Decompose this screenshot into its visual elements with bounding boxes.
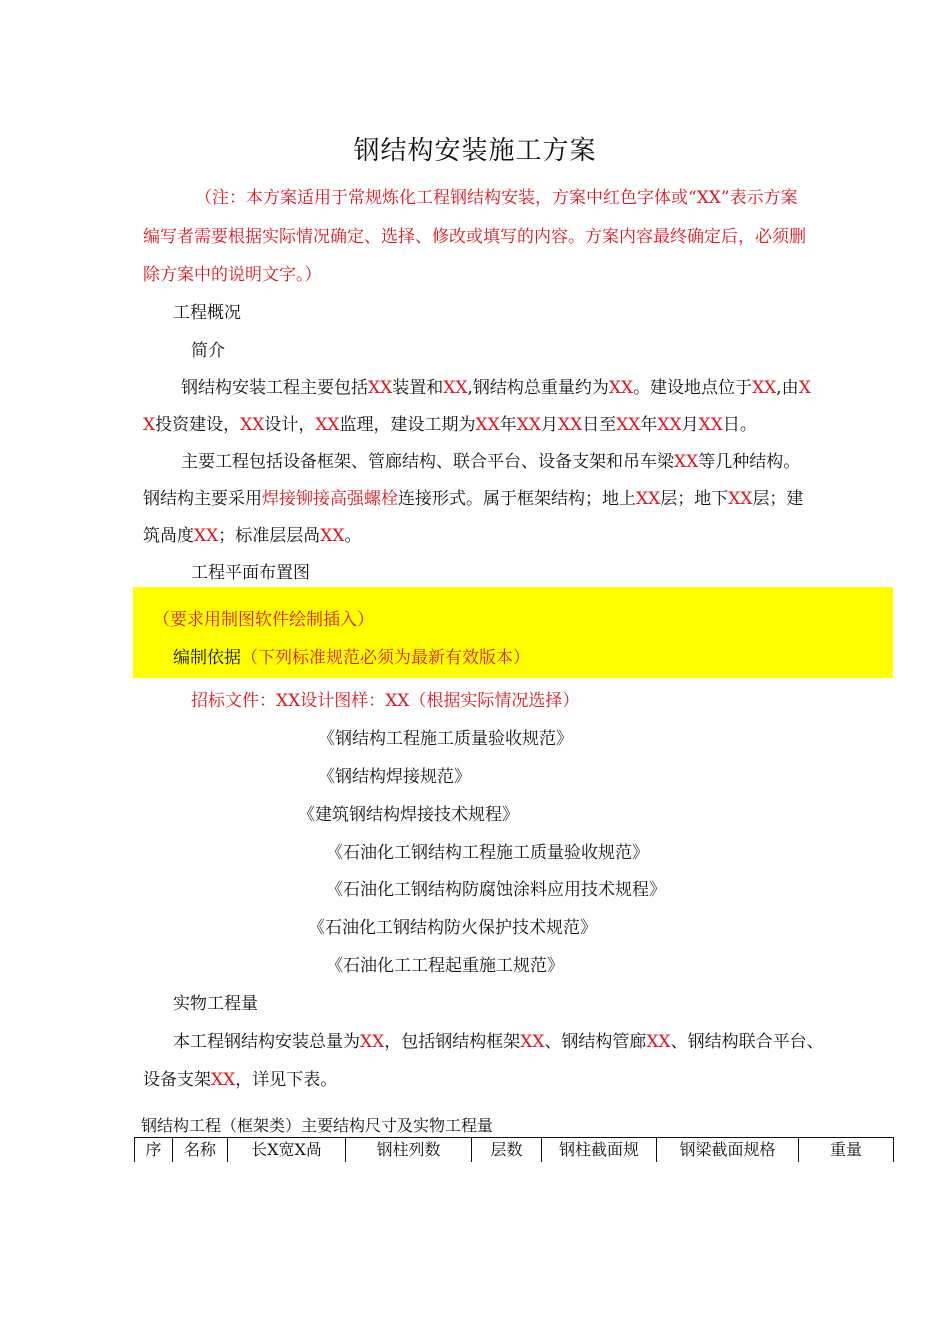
- main-works-line-3: 筑咼度XX；标准层层咼XX。: [143, 526, 362, 546]
- note-line-1: （注：本方案适用于常规炼化工程钢结构安装，方案中红色字体或“XX”表示方案: [195, 188, 798, 208]
- table-header-cell: 钢梁截面规格: [657, 1138, 799, 1163]
- layout-requirement: （要求用制图软件绘制插入）: [153, 610, 374, 630]
- quantity-table: [134, 1137, 894, 1162]
- standard-item: 《建筑钢结构焊接技术规程》: [298, 805, 519, 825]
- note-line-3: 除方案中的说明文字。）: [143, 265, 322, 285]
- note-line-2: 编写者需要根据实际情况确定、选择、修改或填写的内容。方案内容最终确定后，必须删: [143, 227, 806, 247]
- table-header-cell: 重量: [799, 1138, 894, 1163]
- intro-line-1: 钢结构安装工程主要包括XX装置和XX,钢结构总重量约为XX。建设地点位于XX,由X: [181, 378, 811, 398]
- table-header-cell: 钢柱截面规: [542, 1138, 657, 1163]
- standard-item: 《钢结构焊接规范》: [318, 767, 471, 787]
- table-header-cell: 层数: [472, 1138, 542, 1163]
- intro-line-2: X投资建设，XX设计，XX监理，建设工期为XX年XX月XX日至XX年XX月XX日。: [143, 415, 757, 435]
- table-header-cell: 钢柱列数: [346, 1138, 472, 1163]
- heading-overview: 工程概况: [173, 303, 241, 323]
- table-header-cell: 长X宽X咼: [228, 1138, 346, 1163]
- main-works-line-2: 钢结构主要采用焊接铆接高强螺栓连接形式。属于框架结构；地上XX层；地下XX层；建: [143, 489, 804, 509]
- heading-basis: 编制依据（下列标准规范必须为最新有效版本）: [173, 648, 530, 668]
- heading-layout-plan: 工程平面布置图: [191, 563, 310, 583]
- doc-title: 钢结构安装施工方案: [353, 136, 597, 166]
- standard-item: 《石油化工钢结构工程施工质量验收规范》: [326, 843, 649, 863]
- main-works-line-1: 主要工程包括设备框架、管廊结构、联合平台、设备支架和吊车梁XX等几种结构。: [181, 452, 801, 472]
- standard-item: 《石油化工钢结构防火保护技术规范》: [308, 918, 597, 938]
- table-header-row: [135, 1138, 894, 1163]
- standard-item: 《钢结构工程施工质量验收规范》: [318, 729, 573, 749]
- heading-quantity: 实物工程量: [173, 994, 258, 1014]
- quantity-line-1: 本工程钢结构安装总量为XX，包括钢结构框架XX、钢结构管廊XX、钢结构联合平台、: [173, 1032, 824, 1052]
- heading-intro: 简介: [191, 341, 225, 361]
- table-header-cell: 名称: [173, 1138, 228, 1163]
- table-header-cell: 序: [135, 1138, 173, 1163]
- table-caption: 钢结构工程（框架类）主要结构尺寸及实物工程量: [141, 1116, 494, 1135]
- standard-item: 《石油化工工程起重施工规范》: [326, 956, 564, 976]
- standard-item: 《石油化工钢结构防腐蚀涂料应用技术规程》: [326, 880, 666, 900]
- tender-docs-line: 招标文件：XX设计图样：XX（根据实际情况选择）: [191, 691, 580, 711]
- quantity-line-2: 设备支架XX，详见下表。: [143, 1070, 338, 1090]
